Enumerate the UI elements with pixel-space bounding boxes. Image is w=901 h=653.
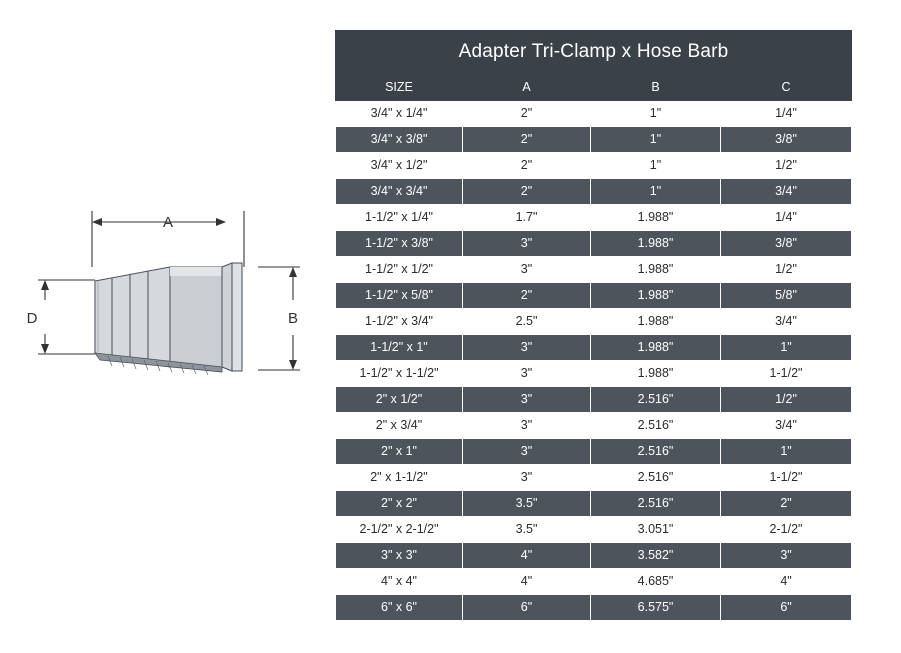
column-header-b: B — [591, 74, 721, 101]
table-cell: 1.988" — [591, 231, 721, 257]
table-cell: 2-1/2" — [721, 517, 852, 543]
table-row — [336, 361, 852, 387]
table-cell: 3" — [463, 335, 591, 361]
fitting-diagram-svg — [0, 0, 335, 648]
dim-label-d: D — [26, 310, 38, 327]
table-cell: 3.051" — [591, 517, 721, 543]
column-header-c: C — [721, 74, 852, 101]
table-cell: 4" — [463, 569, 591, 595]
spec-table-container — [335, 30, 851, 621]
table-body — [336, 101, 852, 621]
table-row — [336, 231, 852, 257]
table-cell: 1" — [721, 335, 852, 361]
table-row — [336, 153, 852, 179]
table-cell: 1-1/2" x 1/2" — [336, 257, 463, 283]
table-cell: 1/4" — [721, 101, 852, 127]
table-title: Adapter Tri-Clamp x Hose Barb — [336, 31, 852, 74]
column-header-size: SIZE — [336, 74, 463, 101]
table-cell: 3" — [463, 231, 591, 257]
table-cell: 6" — [463, 595, 591, 621]
table-row — [336, 595, 852, 621]
table-cell: 2" x 1/2" — [336, 387, 463, 413]
table-cell: 2" — [721, 491, 852, 517]
table-cell: 3/4" x 3/8" — [336, 127, 463, 153]
table-row — [336, 491, 852, 517]
spec-table — [335, 30, 852, 621]
table-cell: 3.5" — [463, 517, 591, 543]
table-row — [336, 569, 852, 595]
table-cell: 1.988" — [591, 335, 721, 361]
dim-b-arrow-bottom — [289, 360, 297, 370]
table-cell: 5/8" — [721, 283, 852, 309]
table-cell: 2.5" — [463, 309, 591, 335]
table-cell: 6" — [721, 595, 852, 621]
dim-d-arrow-top — [41, 280, 49, 290]
table-cell: 2" — [463, 101, 591, 127]
table-row — [336, 179, 852, 205]
table-cell: 3/4" — [721, 413, 852, 439]
table-title-row — [336, 31, 852, 74]
table-cell: 4" — [463, 543, 591, 569]
table-row — [336, 387, 852, 413]
table-cell: 3" — [463, 387, 591, 413]
table-cell: 1.988" — [591, 283, 721, 309]
table-cell: 3" — [463, 257, 591, 283]
table-row — [336, 517, 852, 543]
table-cell: 1-1/2" x 3/4" — [336, 309, 463, 335]
table-cell: 2" — [463, 283, 591, 309]
table-cell: 2.516" — [591, 465, 721, 491]
table-cell: 3" — [721, 543, 852, 569]
table-cell: 3.5" — [463, 491, 591, 517]
table-cell: 1-1/2" — [721, 465, 852, 491]
dim-b-arrow-top — [289, 267, 297, 277]
table-cell: 1/2" — [721, 387, 852, 413]
table-cell: 1.988" — [591, 309, 721, 335]
table-cell: 3/4" x 3/4" — [336, 179, 463, 205]
table-row — [336, 257, 852, 283]
table-cell: 1" — [591, 127, 721, 153]
dim-a-arrow-left — [92, 218, 102, 226]
table-cell: 1.988" — [591, 205, 721, 231]
table-cell: 2.516" — [591, 439, 721, 465]
column-header-a: A — [463, 74, 591, 101]
table-cell: 2" — [463, 153, 591, 179]
table-cell: 1.7" — [463, 205, 591, 231]
table-row — [336, 543, 852, 569]
table-cell: 2" x 3/4" — [336, 413, 463, 439]
table-cell: 2" x 1" — [336, 439, 463, 465]
table-cell: 3" — [463, 439, 591, 465]
table-row — [336, 127, 852, 153]
table-row — [336, 465, 852, 491]
table-cell: 2.516" — [591, 491, 721, 517]
table-row — [336, 413, 852, 439]
table-cell: 4" — [721, 569, 852, 595]
table-cell: 3/4" — [721, 309, 852, 335]
table-cell: 1-1/2" x 3/8" — [336, 231, 463, 257]
dim-label-b: B — [287, 310, 299, 327]
table-cell: 1" — [591, 179, 721, 205]
table-cell: 3/8" — [721, 231, 852, 257]
table-cell: 3.582" — [591, 543, 721, 569]
table-cell: 1-1/2" x 1" — [336, 335, 463, 361]
table-cell: 1" — [591, 153, 721, 179]
table-cell: 3/4" x 1/4" — [336, 101, 463, 127]
table-cell: 1/4" — [721, 205, 852, 231]
table-cell: 3" — [463, 465, 591, 491]
table-cell: 2-1/2" x 2-1/2" — [336, 517, 463, 543]
table-cell: 3" — [463, 361, 591, 387]
table-cell: 1.988" — [591, 361, 721, 387]
table-cell: 6.575" — [591, 595, 721, 621]
table-cell: 1-1/2" x 5/8" — [336, 283, 463, 309]
dim-d-arrow-bottom — [41, 344, 49, 354]
table-cell: 3/4" x 1/2" — [336, 153, 463, 179]
table-cell: 3/8" — [721, 127, 852, 153]
table-cell: 3" x 3" — [336, 543, 463, 569]
table-cell: 2" x 2" — [336, 491, 463, 517]
table-cell: 4" x 4" — [336, 569, 463, 595]
table-cell: 4.685" — [591, 569, 721, 595]
table-row — [336, 283, 852, 309]
dim-a-arrow-right — [216, 218, 226, 226]
table-cell: 2" — [463, 179, 591, 205]
fitting-diagram — [0, 0, 335, 648]
table-cell: 1-1/2" x 1-1/2" — [336, 361, 463, 387]
table-cell: 1" — [591, 101, 721, 127]
dim-label-a: A — [162, 214, 174, 231]
table-cell: 1.988" — [591, 257, 721, 283]
table-cell: 1/2" — [721, 257, 852, 283]
table-cell: 1-1/2" x 1/4" — [336, 205, 463, 231]
table-cell: 2" x 1-1/2" — [336, 465, 463, 491]
table-row — [336, 205, 852, 231]
fitting-body — [95, 263, 242, 375]
table-cell: 2" — [463, 127, 591, 153]
table-cell: 1/2" — [721, 153, 852, 179]
table-row — [336, 335, 852, 361]
table-cell: 6" x 6" — [336, 595, 463, 621]
table-cell: 1" — [721, 439, 852, 465]
table-cell: 2.516" — [591, 413, 721, 439]
table-cell: 2.516" — [591, 387, 721, 413]
table-cell: 1-1/2" — [721, 361, 852, 387]
table-header-row — [336, 74, 852, 101]
table-row — [336, 101, 852, 127]
table-row — [336, 439, 852, 465]
table-row — [336, 309, 852, 335]
table-cell: 3" — [463, 413, 591, 439]
table-cell: 3/4" — [721, 179, 852, 205]
